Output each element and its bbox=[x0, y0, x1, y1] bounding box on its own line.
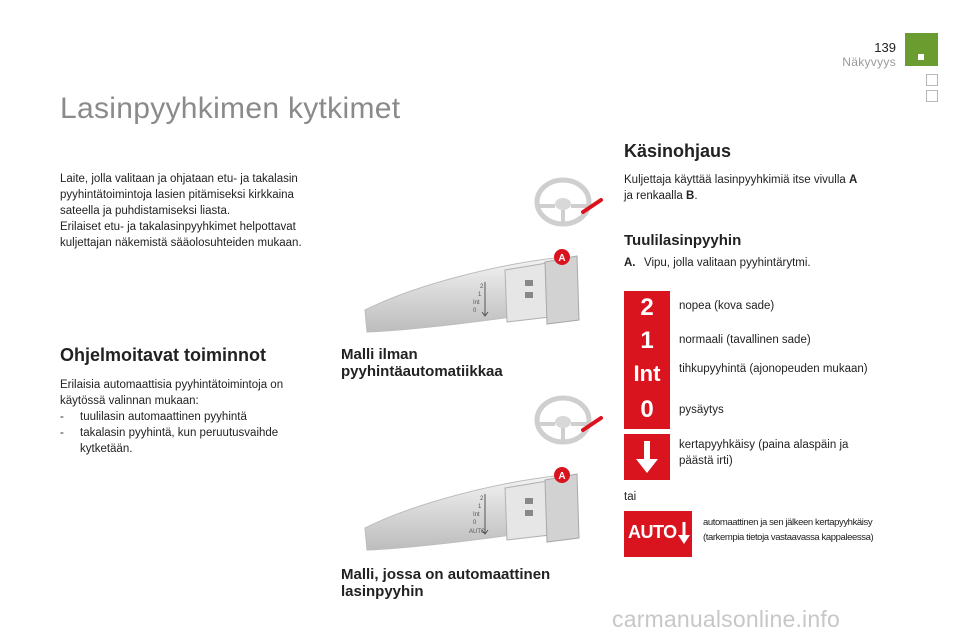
single-wipe-line: kertapyyhkäisy (paina alaspäin ja bbox=[679, 439, 849, 451]
arrow-down-icon bbox=[678, 522, 690, 546]
steering-wheel-icon bbox=[537, 180, 601, 224]
watermark: carmanualsonline.info bbox=[612, 606, 840, 632]
stalk-mark: 0 bbox=[473, 520, 477, 526]
single-wipe-text bbox=[679, 437, 848, 469]
stalk-mark: 2 bbox=[480, 284, 484, 290]
intro-line: pyyhintätoimintoja lasien pitämiseksi kirkkaina bbox=[60, 189, 294, 201]
windscreen-heading: Tuulilasinpyyhin bbox=[624, 232, 742, 249]
item-label: A. bbox=[624, 257, 636, 269]
page-title: Lasinpyyhkimen kytkimet bbox=[60, 92, 401, 125]
caption-line: lasinpyyhin bbox=[341, 583, 424, 600]
page-number: 139 bbox=[874, 40, 896, 55]
stalk-illustration-auto bbox=[355, 388, 615, 563]
steering-wheel-icon bbox=[537, 398, 601, 442]
manual-text bbox=[624, 172, 904, 204]
auto-text-line: automaattinen ja sen jälkeen kertapyyhkäisy bbox=[703, 517, 873, 528]
stalk-mark: Int bbox=[473, 512, 480, 518]
stalk-mark: 0 bbox=[473, 308, 477, 314]
single-wipe-tile bbox=[624, 434, 670, 480]
caption-auto-model bbox=[341, 566, 550, 600]
stalk-mark: 2 bbox=[480, 496, 484, 502]
caption-line: pyyhintäautomatiikkaa bbox=[341, 363, 503, 380]
svg-text:A: A bbox=[558, 253, 566, 264]
mode-text: pysäytys bbox=[679, 404, 724, 416]
callout-a bbox=[554, 467, 570, 483]
section-tab-active bbox=[905, 33, 938, 66]
caption-line: Malli, jossa on automaattinen bbox=[341, 566, 551, 583]
list-item: - takalasin pyyhintä, kun peruutusvaihde kytketään. bbox=[60, 425, 330, 457]
intro-line: sateella ja puhdistamiseksi liasta. bbox=[60, 205, 231, 217]
single-wipe-line: päästä irti) bbox=[679, 455, 733, 467]
stalk-mark: AUTO bbox=[469, 529, 486, 535]
programmable-list bbox=[60, 409, 330, 457]
stalk-mark: Int bbox=[473, 300, 480, 306]
caption-line: Malli ilman bbox=[341, 346, 418, 363]
list-item: - tuulilasin automaattinen pyyhintä bbox=[60, 409, 330, 425]
mode-text: nopea (kova sade) bbox=[679, 300, 775, 312]
section-tab-inactive bbox=[926, 90, 938, 102]
windscreen-item bbox=[624, 255, 924, 271]
auto-label: AUTO bbox=[628, 522, 677, 542]
manual-line: ja renkaalla bbox=[624, 190, 687, 202]
auto-text bbox=[703, 515, 873, 545]
programmable-heading: Ohjelmoitavat toiminnot bbox=[60, 345, 267, 365]
item-text: Vipu, jolla valitaan pyyhintärytmi. bbox=[644, 257, 811, 269]
lever-ref: A bbox=[849, 174, 858, 186]
intro-line: kuljettajan näkemistä sääolosuhteiden mukaan. bbox=[60, 237, 302, 249]
mode-text: normaali (tavallinen sade) bbox=[679, 334, 811, 346]
programmable-text bbox=[60, 377, 330, 457]
stalk-mark: 1 bbox=[478, 292, 482, 298]
caption-manual-model bbox=[341, 346, 503, 380]
stalk-illustration-manual bbox=[355, 170, 615, 345]
symbol-2: 2 bbox=[640, 294, 654, 321]
section-tab-inactive bbox=[926, 74, 938, 86]
auto-tile bbox=[624, 511, 692, 557]
programmable-line: Erilaisia automaattisia pyyhintätoimintoja on bbox=[60, 379, 284, 391]
symbol-int: Int bbox=[633, 361, 661, 386]
arrow-down-icon bbox=[624, 434, 670, 480]
section-tab-marker bbox=[918, 54, 924, 60]
stalk-mark: 1 bbox=[478, 504, 482, 510]
punctuation: . bbox=[694, 190, 698, 202]
symbol-1: 1 bbox=[640, 327, 654, 354]
or-text: tai bbox=[624, 491, 637, 503]
manual-line: Kuljettaja käyttää lasinpyyhkimiä itse vivulla bbox=[624, 174, 849, 186]
intro-line: Erilaiset etu- ja takalasinpyyhkimet helpottavat bbox=[60, 221, 296, 233]
mode-text: tihkupyyhintä (ajonopeuden mukaan) bbox=[679, 363, 868, 375]
svg-text:A: A bbox=[558, 471, 566, 482]
ring-ref: B bbox=[686, 190, 695, 202]
intro-line: Laite, jolla valitaan ja ohjataan etu- ja takalasin bbox=[60, 173, 298, 185]
symbol-0: 0 bbox=[640, 396, 654, 423]
callout-a bbox=[554, 249, 570, 265]
auto-text-line: (tarkempia tietoja vastaavassa kappaleessa) bbox=[703, 532, 874, 543]
speed-symbol-column bbox=[624, 291, 670, 429]
section-name: Näkyvyys bbox=[842, 55, 896, 69]
programmable-line: käytössä valinnan mukaan: bbox=[60, 395, 199, 407]
manual-heading: Käsinohjaus bbox=[624, 141, 732, 161]
intro-text bbox=[60, 171, 330, 251]
